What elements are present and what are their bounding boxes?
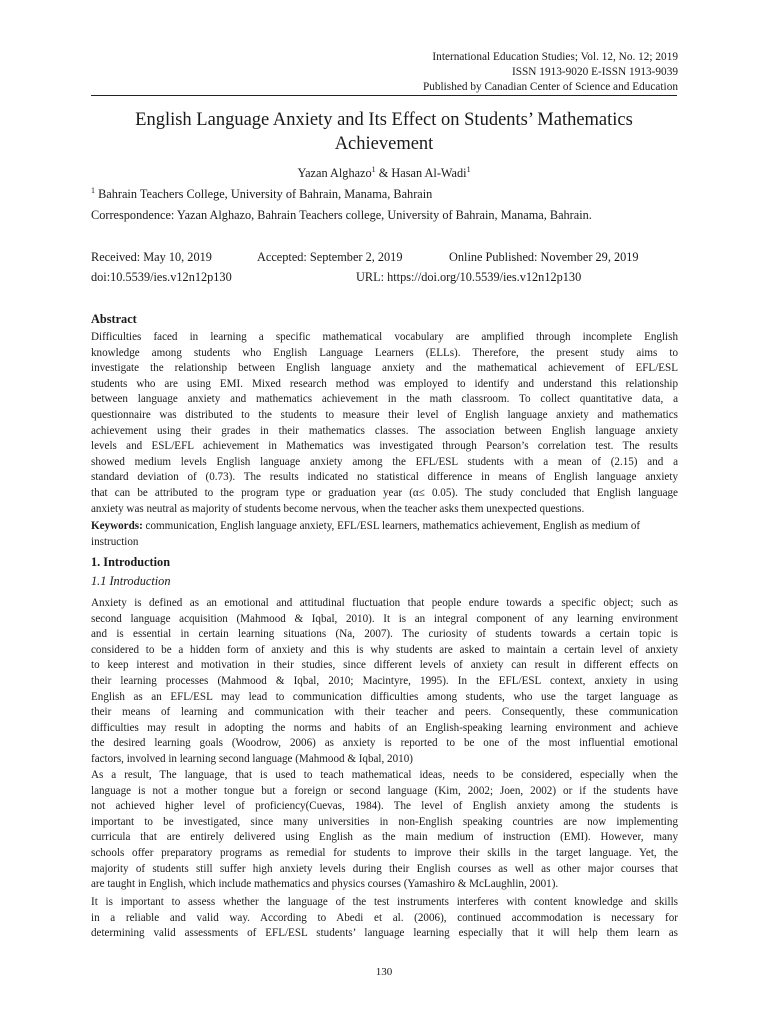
url-link[interactable]: URL: https://doi.org/10.5539/ies.v12n12p130 [356, 270, 582, 284]
text-line: and is essential in certain learning situations (Na, 2007). The curiosity of students towards a certain topic is [91, 628, 678, 641]
intro-paragraph-2 [91, 768, 678, 893]
doi-link[interactable]: doi:10.5539/ies.v12n12p130 [91, 270, 232, 284]
publication-dates [91, 250, 677, 266]
text-line: to keep interest and motivation in their studies, since different levels of anxiety can result in different effects on [91, 659, 678, 672]
text-line: Difficulties faced in learning a specific mathematical vocabulary are amplified through incomplete English [91, 331, 678, 343]
text-line: curricula that are entirely delivered using English as the main medium of instruction (EMI). However, many [91, 831, 678, 844]
text-line: their learning processes (Mahmood & Iqbal, 2010; Macintyre, 1995). In the EFL/ESL context, anxiety in using [91, 674, 678, 687]
text-line: important to be investigated, since many universities in non-English speaking countries are now implementing [91, 815, 678, 828]
text-line: standard deviation of (0.73). The results indicated no statistical difference in means of English language anxiety [91, 471, 678, 484]
introduction-heading: 1. Introduction [91, 555, 171, 569]
author-affiliation-mark: 1 [371, 164, 376, 174]
text-line: students who are using EMI. Mixed research method was employed to identify and understand this relationship [91, 377, 678, 390]
journal-volume: International Education Studies; Vol. 12, No. 12; 2019 [432, 51, 678, 63]
text-line: investigate the relationship between English language anxiety and the mathematical achievement of EFL/ESL [91, 362, 678, 375]
author-name: Yazan Alghazo [297, 166, 372, 180]
author-list [0, 166, 768, 181]
text-line: It is important to assess whether the language of the test instruments interferes with content knowledge and skills [91, 896, 678, 908]
text-line: levels and ESL/EFL achievement in Mathematics was investigated through Pearson’s correlation test. The results [91, 440, 678, 453]
intro-paragraph-3 [91, 895, 678, 942]
text-line: Anxiety is defined as an emotional and attitudinal fluctuation that people endure towards a specific object; such as [91, 597, 678, 609]
paper-title [100, 108, 668, 156]
abstract-heading: Abstract [91, 312, 137, 326]
identifiers [91, 270, 677, 286]
text-line: in a reliable and valid way. According to Abedi et al. (2006), continued accommodation is necessary for [91, 911, 678, 924]
author-name: Hasan Al-Wadi [391, 166, 467, 180]
text-line: considered to be a hidden form of anxiety and this is why students are asked to maintain a certain level of anxiety [91, 643, 678, 656]
text-line: questionnaire was distributed to the students to measure their level of English language anxiety and mathematics [91, 408, 678, 421]
text-line: majority of students still suffer high anxiety levels during their English courses as well as other major courses that [91, 862, 678, 875]
author-affiliation-mark: 1 [466, 164, 471, 174]
journal-header [258, 50, 678, 95]
text-line: between language anxiety and mathematics achievement in the math classroom. To collect quantitative data, a [91, 393, 678, 406]
paper-title-line-1: English Language Anxiety and Its Effect on Students’ Mathematics [135, 110, 633, 130]
text-line: anxiety was neutral as majority of students become nervous, when the teacher asks them unexpected questions. [91, 502, 585, 515]
intro-paragraph-1 [91, 596, 678, 768]
published-date: Online Published: November 29, 2019 [449, 250, 639, 264]
text-line: showed medium levels English language anxiety among the EFL/ESL students with a mean of (2.15) and a [91, 455, 678, 468]
text-line: the desired learning goals (Woodrow, 2006) as anxiety is reported to be one of the most influential emotional [91, 737, 678, 750]
text-line: knowledge among students who English Language Learners (ELLs). Therefore, the present study aims to [91, 346, 678, 359]
journal-publisher: Published by Canadian Center of Science and Education [422, 81, 678, 93]
text-line: not achieved higher level of proficiency(Cuevas, 1984). The level of English anxiety among the students is [91, 800, 678, 813]
journal-issn: ISSN 1913-9020 E-ISSN 1913-9039 [511, 66, 678, 78]
affiliation [91, 187, 677, 202]
keywords-label: Keywords: [91, 520, 143, 532]
paper-title-line-2: Achievement [334, 134, 434, 154]
keywords-text: communication, English language anxiety, EFL/ESL learners, mathematics achievement, English as medium of instruction [91, 520, 641, 548]
keywords [91, 519, 678, 550]
text-line: difficulties may result in adopting the norms and habits of an English-speaking learning environment and achieve [91, 721, 678, 734]
text-line: factors, involved in learning second language (Mahmood & Iqbal, 2010) [91, 752, 413, 765]
abstract-body [91, 330, 678, 517]
introduction-subheading: 1.1 Introduction [91, 574, 171, 588]
text-line: language is not a mother tongue but a foreign or second language (Kim, 2002; Joen, 2002) or if the students have [91, 784, 678, 797]
text-line: their means of learning and communication with their teacher and peers. Consequently, these communication [91, 706, 678, 719]
text-line: achievement using their grades in their mathematics classes. The association between English language anxiety [91, 424, 678, 437]
received-date: Received: May 10, 2019 [91, 250, 212, 264]
author-separator: & [375, 166, 392, 180]
affiliation-mark: 1 [91, 185, 95, 195]
accepted-date: Accepted: September 2, 2019 [257, 250, 403, 264]
correspondence: Correspondence: Yazan Alghazo, Bahrain Teachers college, University of Bahrain, Manama, Bahrain. [91, 208, 592, 222]
text-line: schools offer preparatory programs as remedial for students to improve their skills in the target language. Yet, the [91, 846, 678, 859]
text-line: that can be attributed to the program type or graduation year (α≤ 0.05). The study concluded that English language [91, 486, 678, 499]
text-line: second language acquisition (Mahmood & Iqbal, 2010). It is an integral component of any learning environment [91, 612, 678, 625]
text-line: As a result, The language, that is used to teach mathematical ideas, needs to be considered, especially when the [91, 769, 678, 781]
page-number: 130 [375, 966, 393, 978]
text-line: English as an EFL/ESL may lead to communication difficulties among students, who use the target language as [91, 690, 678, 703]
header-divider [91, 95, 677, 96]
text-line: are taught in English, which include mathematics and physics courses (Yamashiro & McLaughlin, 2001). [91, 878, 559, 891]
text-line: determining valid assessments of EFL/ESL students’ language learning especially that it will help them learn as [91, 927, 678, 940]
affiliation-text: Bahrain Teachers College, University of Bahrain, Manama, Bahrain [95, 187, 433, 201]
